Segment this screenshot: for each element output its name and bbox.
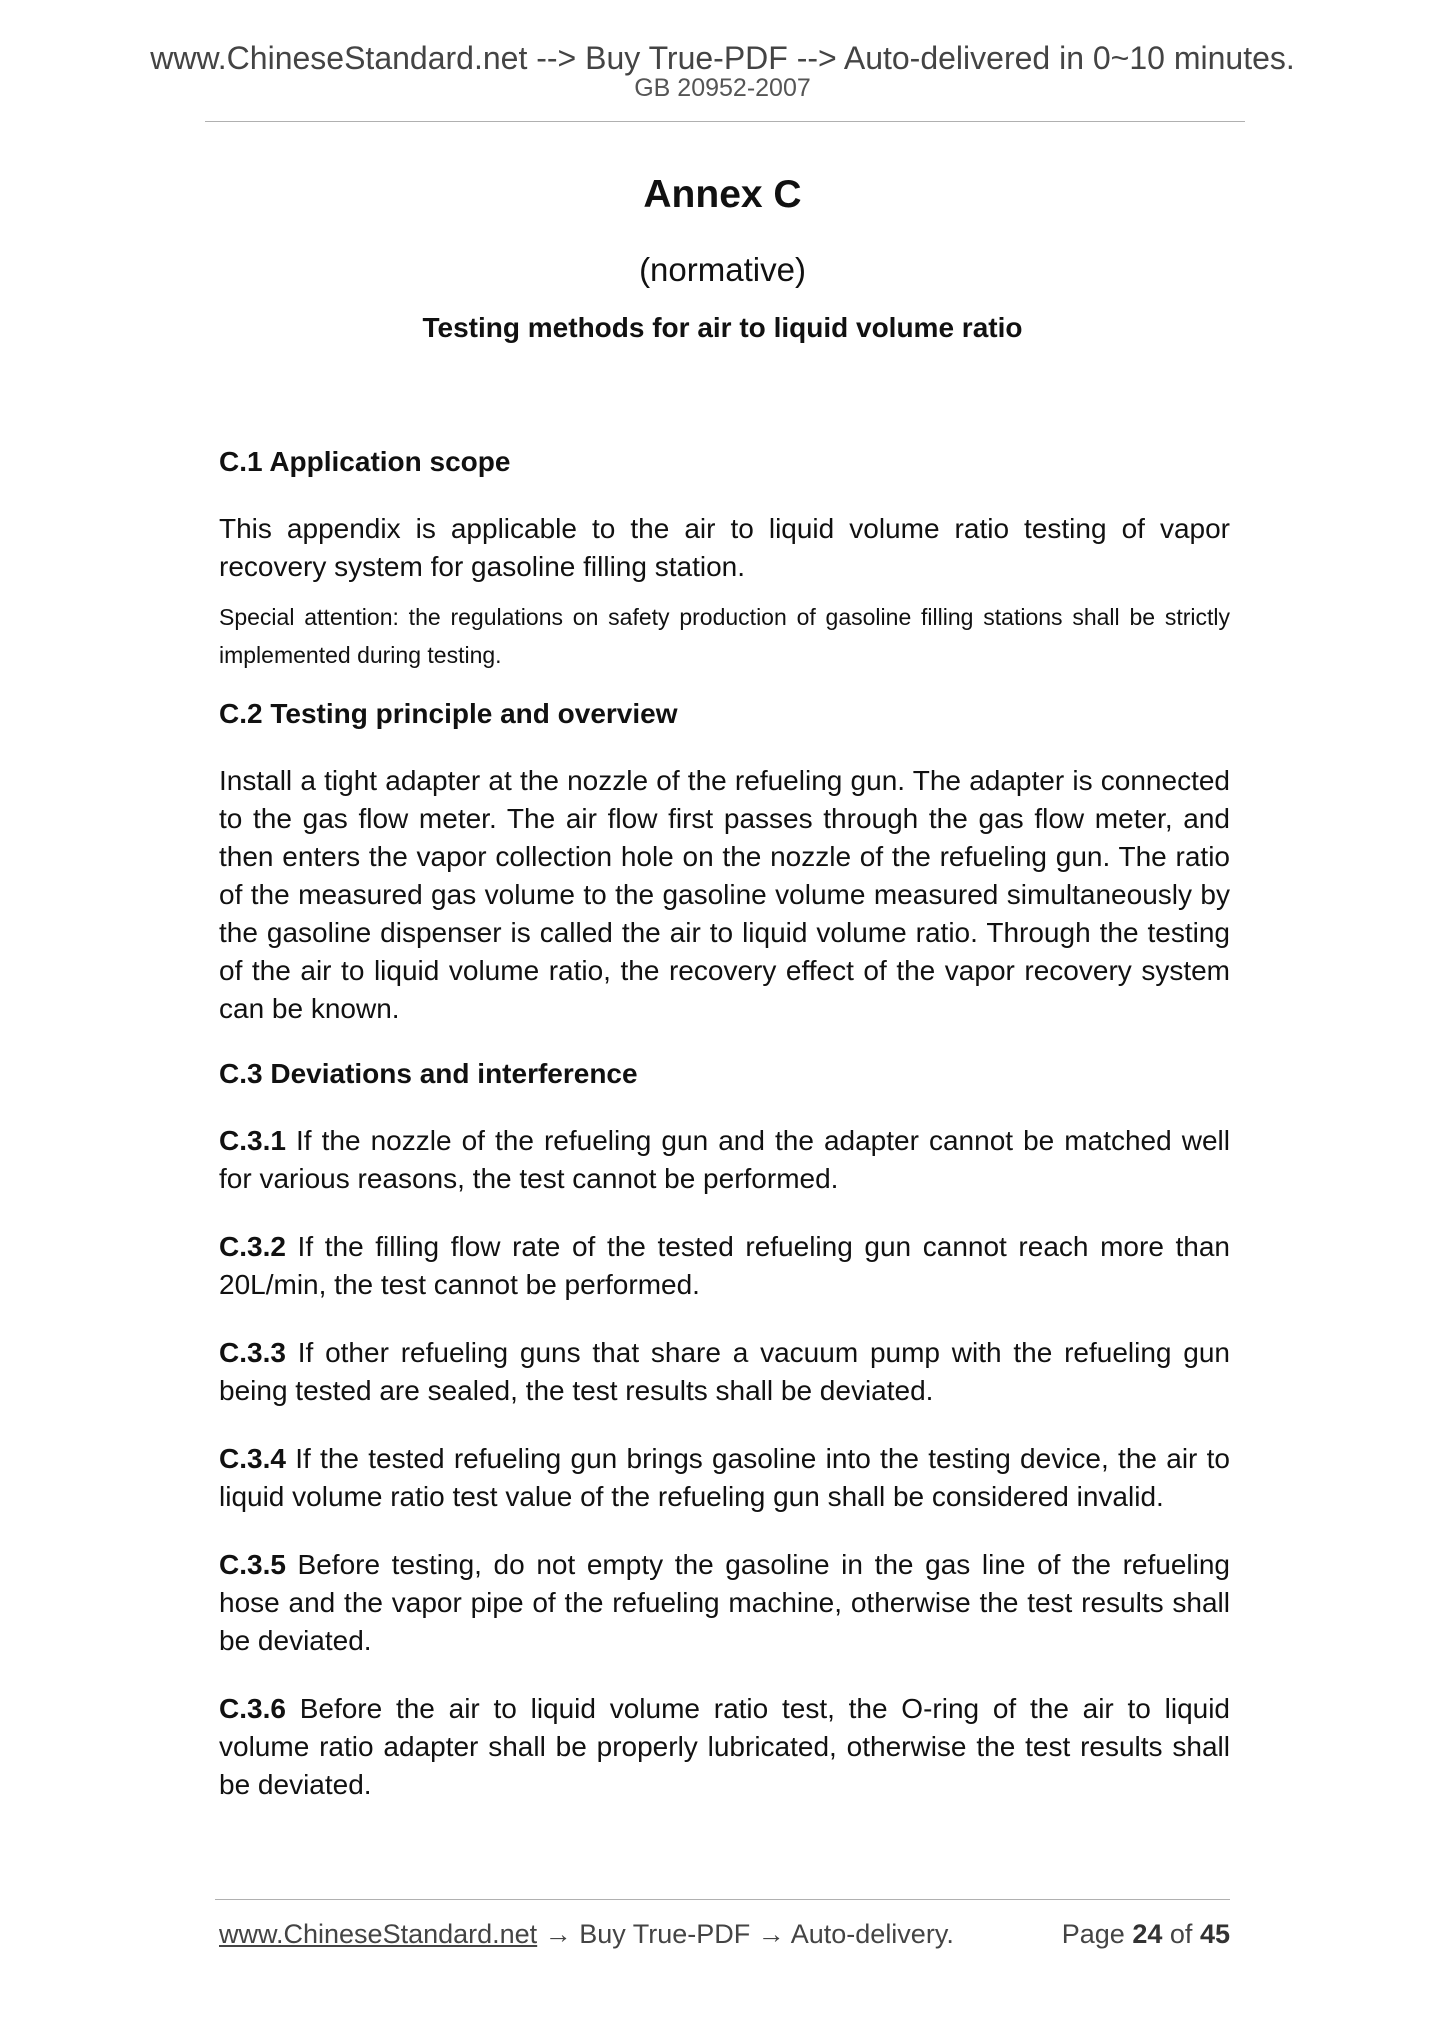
clause-c3-6: [219, 1690, 1230, 1804]
clause-c3-1: [219, 1122, 1230, 1198]
footer-rule: [215, 1899, 1230, 1900]
clause-number: C.3.2: [219, 1231, 286, 1262]
clause-number: C.3.6: [219, 1693, 286, 1724]
clause-c3-4: [219, 1440, 1230, 1516]
footer-tagline: → Buy True-PDF → Auto-delivery.: [537, 1919, 954, 1949]
footer-site-link[interactable]: www.ChineseStandard.net: [219, 1919, 538, 1949]
page-word: Page: [1061, 1919, 1125, 1949]
clause-text: If the filling flow rate of the tested refueling gun cannot reach more than 20L/min, the test cannot be performed.: [219, 1231, 1230, 1300]
paragraph-c2-principle: Install a tight adapter at the nozzle of the refueling gun. The adapter is connected to the gas flow meter. The air flow first passes through the gas flow meter, and then enters the vapor collection hole on the nozzle of the refueling gun. The ratio of the measured gas volume to the gasoline volume measured simultaneously by the gasoline dispenser is called the air to liquid volume ratio. Through the testing of the air to liquid volume ratio, the recovery effect of the vapor recovery system can be known.: [219, 765, 1230, 1024]
clause-c3-3: [219, 1334, 1230, 1410]
clause-number: C.3.1: [219, 1125, 286, 1156]
paragraph-c1-scope: This appendix is applicable to the air to liquid volume ratio testing of vapor recovery system for gasoline filling station.: [219, 513, 1230, 582]
clause-c3-5: [219, 1546, 1230, 1660]
clause-text: Before testing, do not empty the gasoline in the gas line of the refueling hose and the vapor pipe of the refueling machine, otherwise the test results shall be deviated.: [219, 1549, 1230, 1656]
clause-number: C.3.4: [219, 1443, 286, 1474]
clause-number: C.3.3: [219, 1337, 286, 1368]
clause-text: If the nozzle of the refueling gun and the adapter cannot be matched well for various reasons, the test cannot be performed.: [219, 1125, 1230, 1194]
section-heading-c2: C.2 Testing principle and overview: [219, 698, 678, 729]
page-total: 45: [1199, 1919, 1230, 1949]
page-indicator: [1062, 1917, 1230, 1951]
page-of: of: [1169, 1919, 1193, 1949]
clause-c3-2: [219, 1228, 1230, 1304]
header-rule: [205, 121, 1245, 122]
annex-subject: Testing methods for air to liquid volume ratio: [422, 312, 1023, 343]
clause-text: If other refueling guns that share a vacuum pump with the refueling gun being tested are sealed, the test results shall be deviated.: [219, 1337, 1230, 1406]
paragraph-c1-note: Special attention: the regulations on safety production of gasoline filling stations shall be strictly implemented during testing.: [219, 604, 1230, 668]
annex-title: Annex C: [643, 173, 802, 216]
section-heading-c1: C.1 Application scope: [219, 446, 511, 477]
section-heading-c3: C.3 Deviations and interference: [219, 1058, 638, 1089]
document-body: [219, 444, 1230, 1804]
annex-type: (normative): [639, 251, 806, 288]
page-footer: [219, 1917, 1230, 1951]
standard-code: GB 20952-2007: [634, 74, 811, 102]
source-banner: www.ChineseStandard.net --> Buy True-PDF --> Auto-delivered in 0~10 minutes.: [150, 40, 1295, 76]
clause-number: C.3.5: [219, 1549, 286, 1580]
page-current: 24: [1132, 1919, 1163, 1949]
clause-text: If the tested refueling gun brings gasoline into the testing device, the air to liquid volume ratio test value of the refueling gun shall be considered invalid.: [219, 1443, 1230, 1512]
clause-text: Before the air to liquid volume ratio test, the O-ring of the air to liquid volume ratio adapter shall be properly lubricated, otherwise the test results shall be deviated.: [219, 1693, 1230, 1800]
